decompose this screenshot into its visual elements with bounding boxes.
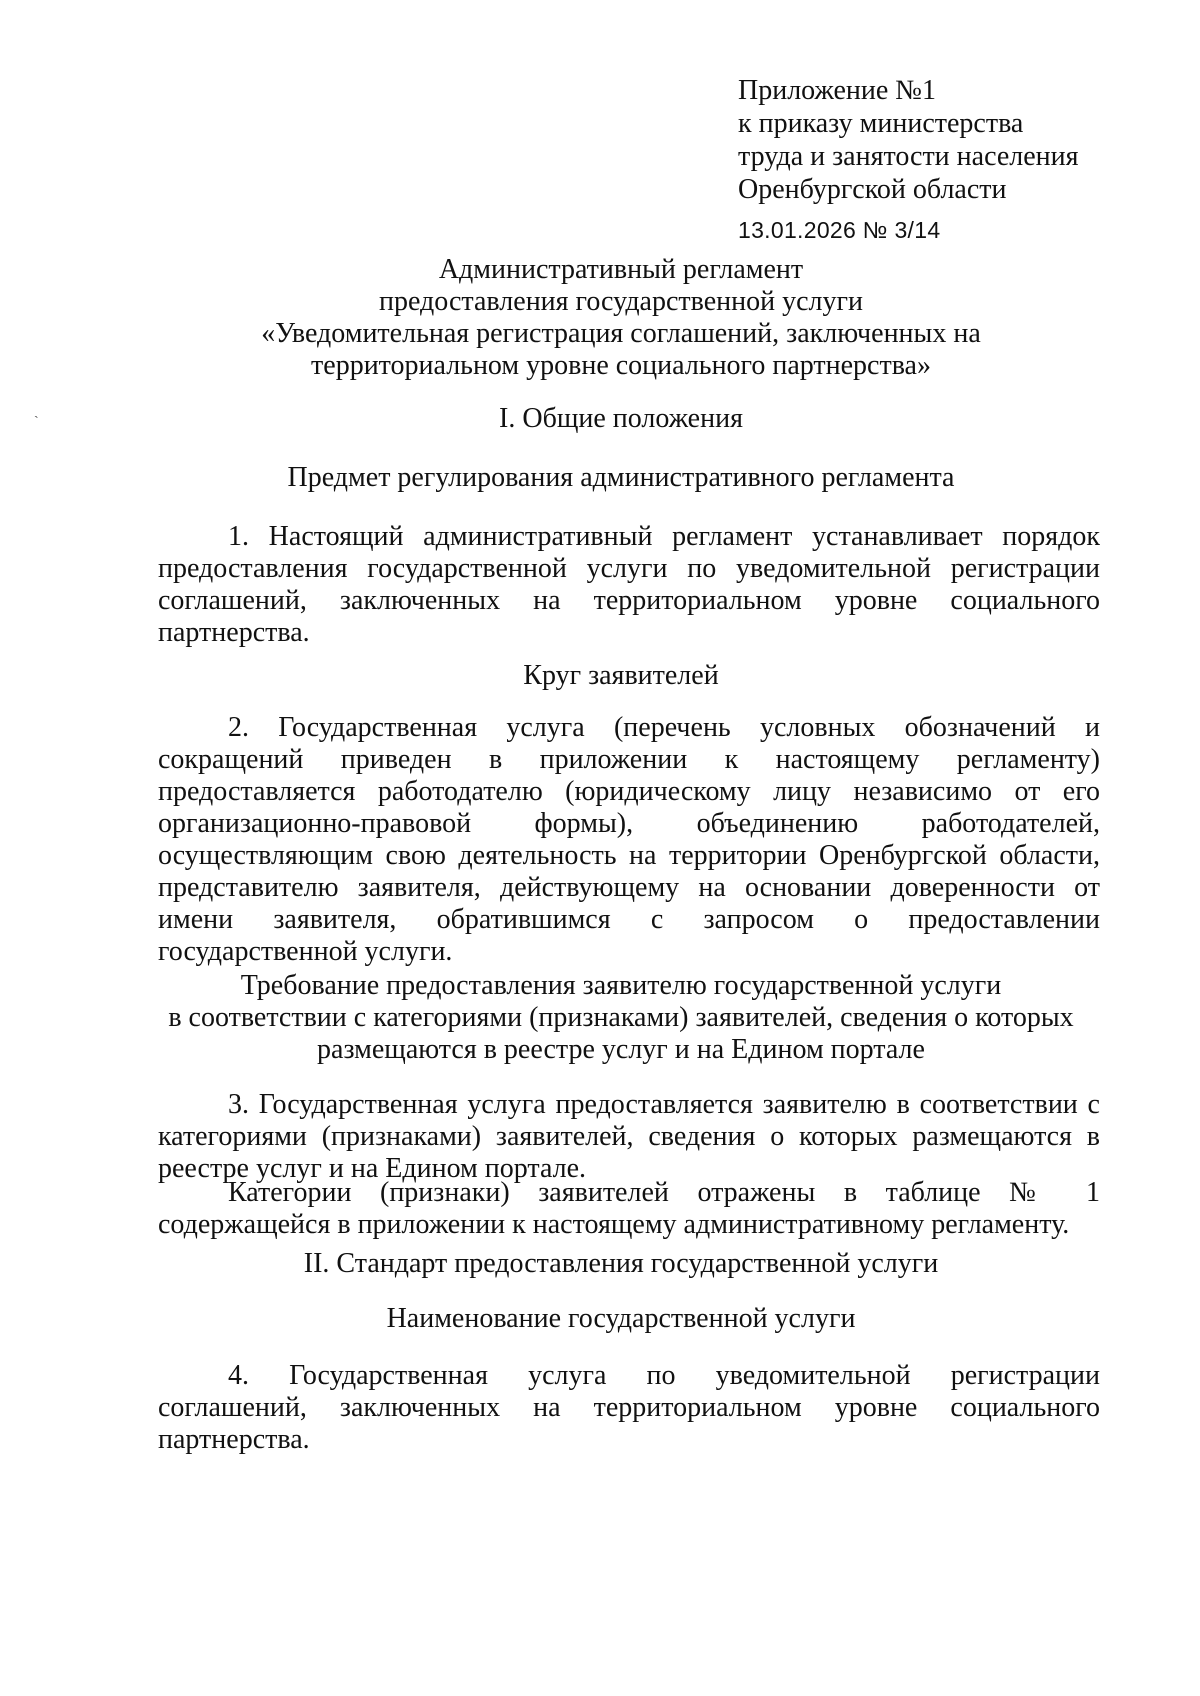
paragraph-line: предоставляется работодателю (юридическому лицу независимо от его [158, 776, 1100, 807]
paragraph-line: 3. Государственная услуга предоставляется заявителю в соответствии с [228, 1089, 1100, 1120]
paragraph-line: партнерства. [158, 617, 310, 648]
appendix-line: к приказу министерства [738, 108, 1024, 139]
title-line: предоставления государственной услуги [379, 286, 863, 317]
section-heading-1 [150, 403, 1092, 435]
appendix-line: Оренбургской области [738, 174, 1007, 205]
paragraph-4 [158, 1360, 1100, 1456]
subheading-text: Наименование государственной услуги [386, 1303, 856, 1334]
paragraph-line: 4. Государственная услуга по уведомительной регистрации [228, 1360, 1100, 1391]
paragraph-line: соглашений, заключенных на территориальном уровне социального [158, 1392, 1100, 1423]
paragraph-line: категориями (признаками) заявителей, сведения о которых размещаются в [158, 1121, 1100, 1152]
paragraph-line: 2. Государственная услуга (перечень условных обозначений и [228, 712, 1100, 743]
paragraph-line: предоставления государственной услуги по уведомительной регистрации [158, 553, 1100, 584]
paragraph-line: реестре услуг и на Едином портале. [158, 1153, 587, 1184]
subheading-requirement [150, 970, 1092, 1066]
title-line: Административный регламент [438, 254, 804, 285]
document-title [150, 254, 1092, 382]
subheading-service-name [150, 1303, 1092, 1335]
subheading-line: Требование предоставления заявителю государственной услуги [240, 970, 1002, 1001]
title-line: «Уведомительная регистрация соглашений, заключенных на [261, 318, 981, 349]
subheading-text: Предмет регулирования административного регламента [287, 462, 955, 493]
subheading-line: размещаются в реестре услуг и на Едином портале [317, 1034, 925, 1065]
paragraph-line: представителю заявителя, действующему на основании доверенности от [158, 872, 1100, 903]
paragraph-line: сокращений приведен в приложении к настоящему регламенту) [158, 744, 1100, 775]
scan-mark: ˏ [34, 404, 39, 419]
title-line: территориальном уровне социального партнерства» [311, 350, 931, 381]
section-heading-text: I. Общие положения [499, 403, 743, 434]
appendix-line: труда и занятости населения [738, 141, 1079, 172]
appendix-block [738, 74, 1158, 247]
paragraph-line: 1. Настоящий административный регламент устанавливает порядок [228, 521, 1100, 552]
paragraph-line: имени заявителя, обратившимся с запросом о предоставлении [158, 904, 1100, 935]
subheading-applicants [150, 660, 1092, 692]
subheading-line: в соответствии с категориями (признаками) заявителей, сведения о которых [168, 1002, 1074, 1033]
subheading-subject [150, 462, 1092, 494]
paragraph-line: государственной услуги. [158, 936, 453, 967]
paragraph-line: осуществляющим свою деятельность на территории Оренбургской области, [158, 840, 1100, 871]
appendix-line: Приложение №1 [738, 75, 936, 106]
paragraph-1 [158, 521, 1100, 649]
paragraph-3b [158, 1177, 1100, 1241]
paragraph-line: организационно-правовой формы), объединению работодателей, [158, 808, 1100, 839]
section-heading-text: II. Стандарт предоставления государственной услуги [303, 1248, 939, 1279]
paragraph-line: партнерства. [158, 1424, 310, 1455]
section-heading-2 [150, 1248, 1092, 1280]
subheading-text: Круг заявителей [523, 660, 719, 691]
appendix-date: 13.01.2026 № 3/14 [738, 217, 941, 243]
paragraph-line: содержащейся в приложении к настоящему административному регламенту. [158, 1209, 1070, 1240]
paragraph-line: Категории (признаки) заявителей отражены в таблице № 1 [228, 1177, 1100, 1208]
paragraph-3 [158, 1089, 1100, 1185]
paragraph-line: соглашений, заключенных на территориальном уровне социального [158, 585, 1100, 616]
paragraph-2 [158, 712, 1100, 968]
